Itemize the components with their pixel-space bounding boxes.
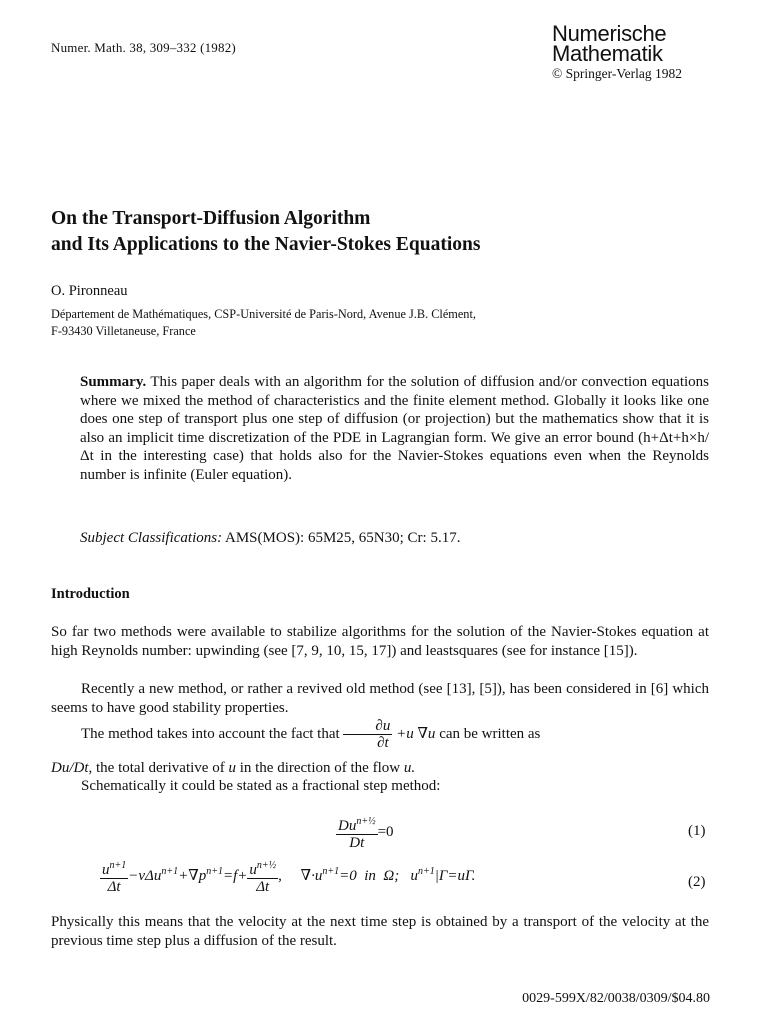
eq2-f1-sup: n+1	[109, 860, 127, 871]
eq2-f2-sup: n+½	[256, 860, 277, 871]
intro-p3-line2-text-2: in the direction of the flow	[235, 760, 404, 776]
eq2-term-1: −νΔu	[128, 867, 162, 884]
var-u: u	[228, 760, 236, 776]
copyright-notice: © Springer-Verlag 1982	[552, 66, 682, 81]
eq2-f2-numerator: u	[249, 862, 257, 878]
intro-paragraph-5	[51, 913, 709, 950]
subject-classifications	[80, 530, 709, 547]
equation-1-label: (1)	[688, 823, 706, 839]
eq2-term-2: +∇p	[178, 867, 207, 884]
total-derivative: Du/Dt	[51, 760, 89, 776]
intro-p1-text: So far two methods were available to stabilize algorithms for the solution of the Navier-Stokes equation at high Reynolds number: upwinding (see [7, 9, 10, 15, 17]) and leastsquares (see for instance [15]).	[51, 624, 709, 659]
equation-2-label: (2)	[688, 874, 706, 890]
intro-p3-expression: +u ∇u	[396, 725, 436, 742]
frac-denominator: ∂t	[377, 735, 389, 751]
eq2-f2-denominator: Δt	[256, 879, 270, 895]
eq2-condition-3: |Γ=uΓ.	[434, 867, 476, 884]
affiliation	[51, 306, 731, 340]
eq2-term-2-sup: n+1	[206, 865, 223, 877]
eq2-condition-1-sup: n+1	[322, 865, 340, 877]
eq1-numerator-sup: n+½	[356, 816, 376, 827]
partial-derivative-fraction	[343, 718, 392, 751]
eq2-fraction-1	[100, 858, 128, 895]
author-name: O. Pironneau	[51, 283, 128, 299]
journal-reference: Numer. Math. 38, 309–332 (1982)	[51, 40, 236, 55]
equation-1	[336, 814, 394, 851]
intro-paragraph-4	[51, 777, 709, 796]
intro-p3-before: The method takes into account the fact that	[81, 725, 340, 742]
intro-paragraph-2	[51, 680, 709, 717]
affiliation-line-1: Département de Mathématiques, CSP-Université de Paris-Nord, Avenue J.B. Clément,	[51, 307, 476, 321]
eq2-condition-2: =0 in Ω; u	[339, 867, 418, 884]
intro-paragraph-1	[51, 623, 709, 660]
intro-p3-line2-text-1: , the total derivative of	[88, 760, 229, 776]
eq2-term-3: =f+	[222, 867, 248, 884]
eq1-numerator: Du	[338, 818, 357, 834]
subject-codes: AMS(MOS): 65M25, 65N30; Cr: 5.17.	[225, 530, 461, 546]
eq2-f1-denominator: Δt	[107, 879, 121, 895]
journal-brand	[552, 21, 742, 82]
footer-code: 0029-599X/82/0038/0309/$04.80	[522, 991, 710, 1006]
section-heading-introduction: Introduction	[51, 586, 130, 602]
intro-paragraph-3	[51, 718, 709, 751]
title-line-1: On the Transport-Diffusion Algorithm	[51, 208, 371, 229]
affiliation-line-2: F-93430 Villetaneuse, France	[51, 324, 196, 338]
eq2-f1-numerator: u	[102, 862, 110, 878]
eq1-fraction	[336, 814, 378, 851]
eq1-denominator: Dt	[349, 835, 365, 851]
eq2-term-1-sup: n+1	[161, 865, 179, 877]
intro-p3-after: can be written as	[439, 725, 541, 742]
var-u-flow: u.	[403, 760, 416, 776]
abstract-label: Summary.	[80, 374, 147, 390]
intro-paragraph-3-line-2	[51, 759, 709, 778]
frac-numerator: ∂u	[343, 718, 392, 735]
abstract-text: This paper deals with an algorithm for the solution of diffusion and/or convection equations where we mixed the method of characteristics and the finite element method. Globally it looks like one does one step of transport plus one step of diffusion (or projection) but the mathematics show that it is also an implicit time discretization of the PDE in Lagrangian form. We give an error bound (h+Δt+h×h/Δt in the interesting case) that holds also for the Navier-Stokes equations even when the Reynolds number is infinite (Euler equation).	[80, 374, 710, 483]
eq2-condition-1: , ∇·u	[278, 867, 323, 884]
subject-label: Subject Classifications:	[80, 530, 223, 546]
eq1-rhs: =0	[377, 823, 394, 840]
abstract	[80, 373, 709, 485]
paper-title	[51, 206, 731, 258]
eq2-fraction-2	[247, 858, 278, 895]
equation-2	[100, 858, 475, 895]
intro-p5-text: Physically this means that the velocity at the next time step is obtained by a transport of the velocity at the previous time step plus a diffusion of the result.	[51, 914, 709, 949]
brand-line-1: Numerische	[552, 21, 667, 46]
eq2-condition-2-sup: n+1	[418, 865, 435, 877]
brand-line-2: Mathematik	[552, 41, 663, 66]
intro-p2-text: Recently a new method, or rather a revived old method (see [13], [5]), has been considered in [6] which seems to have good stability properties.	[51, 681, 709, 716]
intro-p4-text: Schematically it could be stated as a fractional step method:	[81, 778, 441, 794]
title-line-2: and Its Applications to the Navier-Stokes Equations	[51, 234, 481, 255]
